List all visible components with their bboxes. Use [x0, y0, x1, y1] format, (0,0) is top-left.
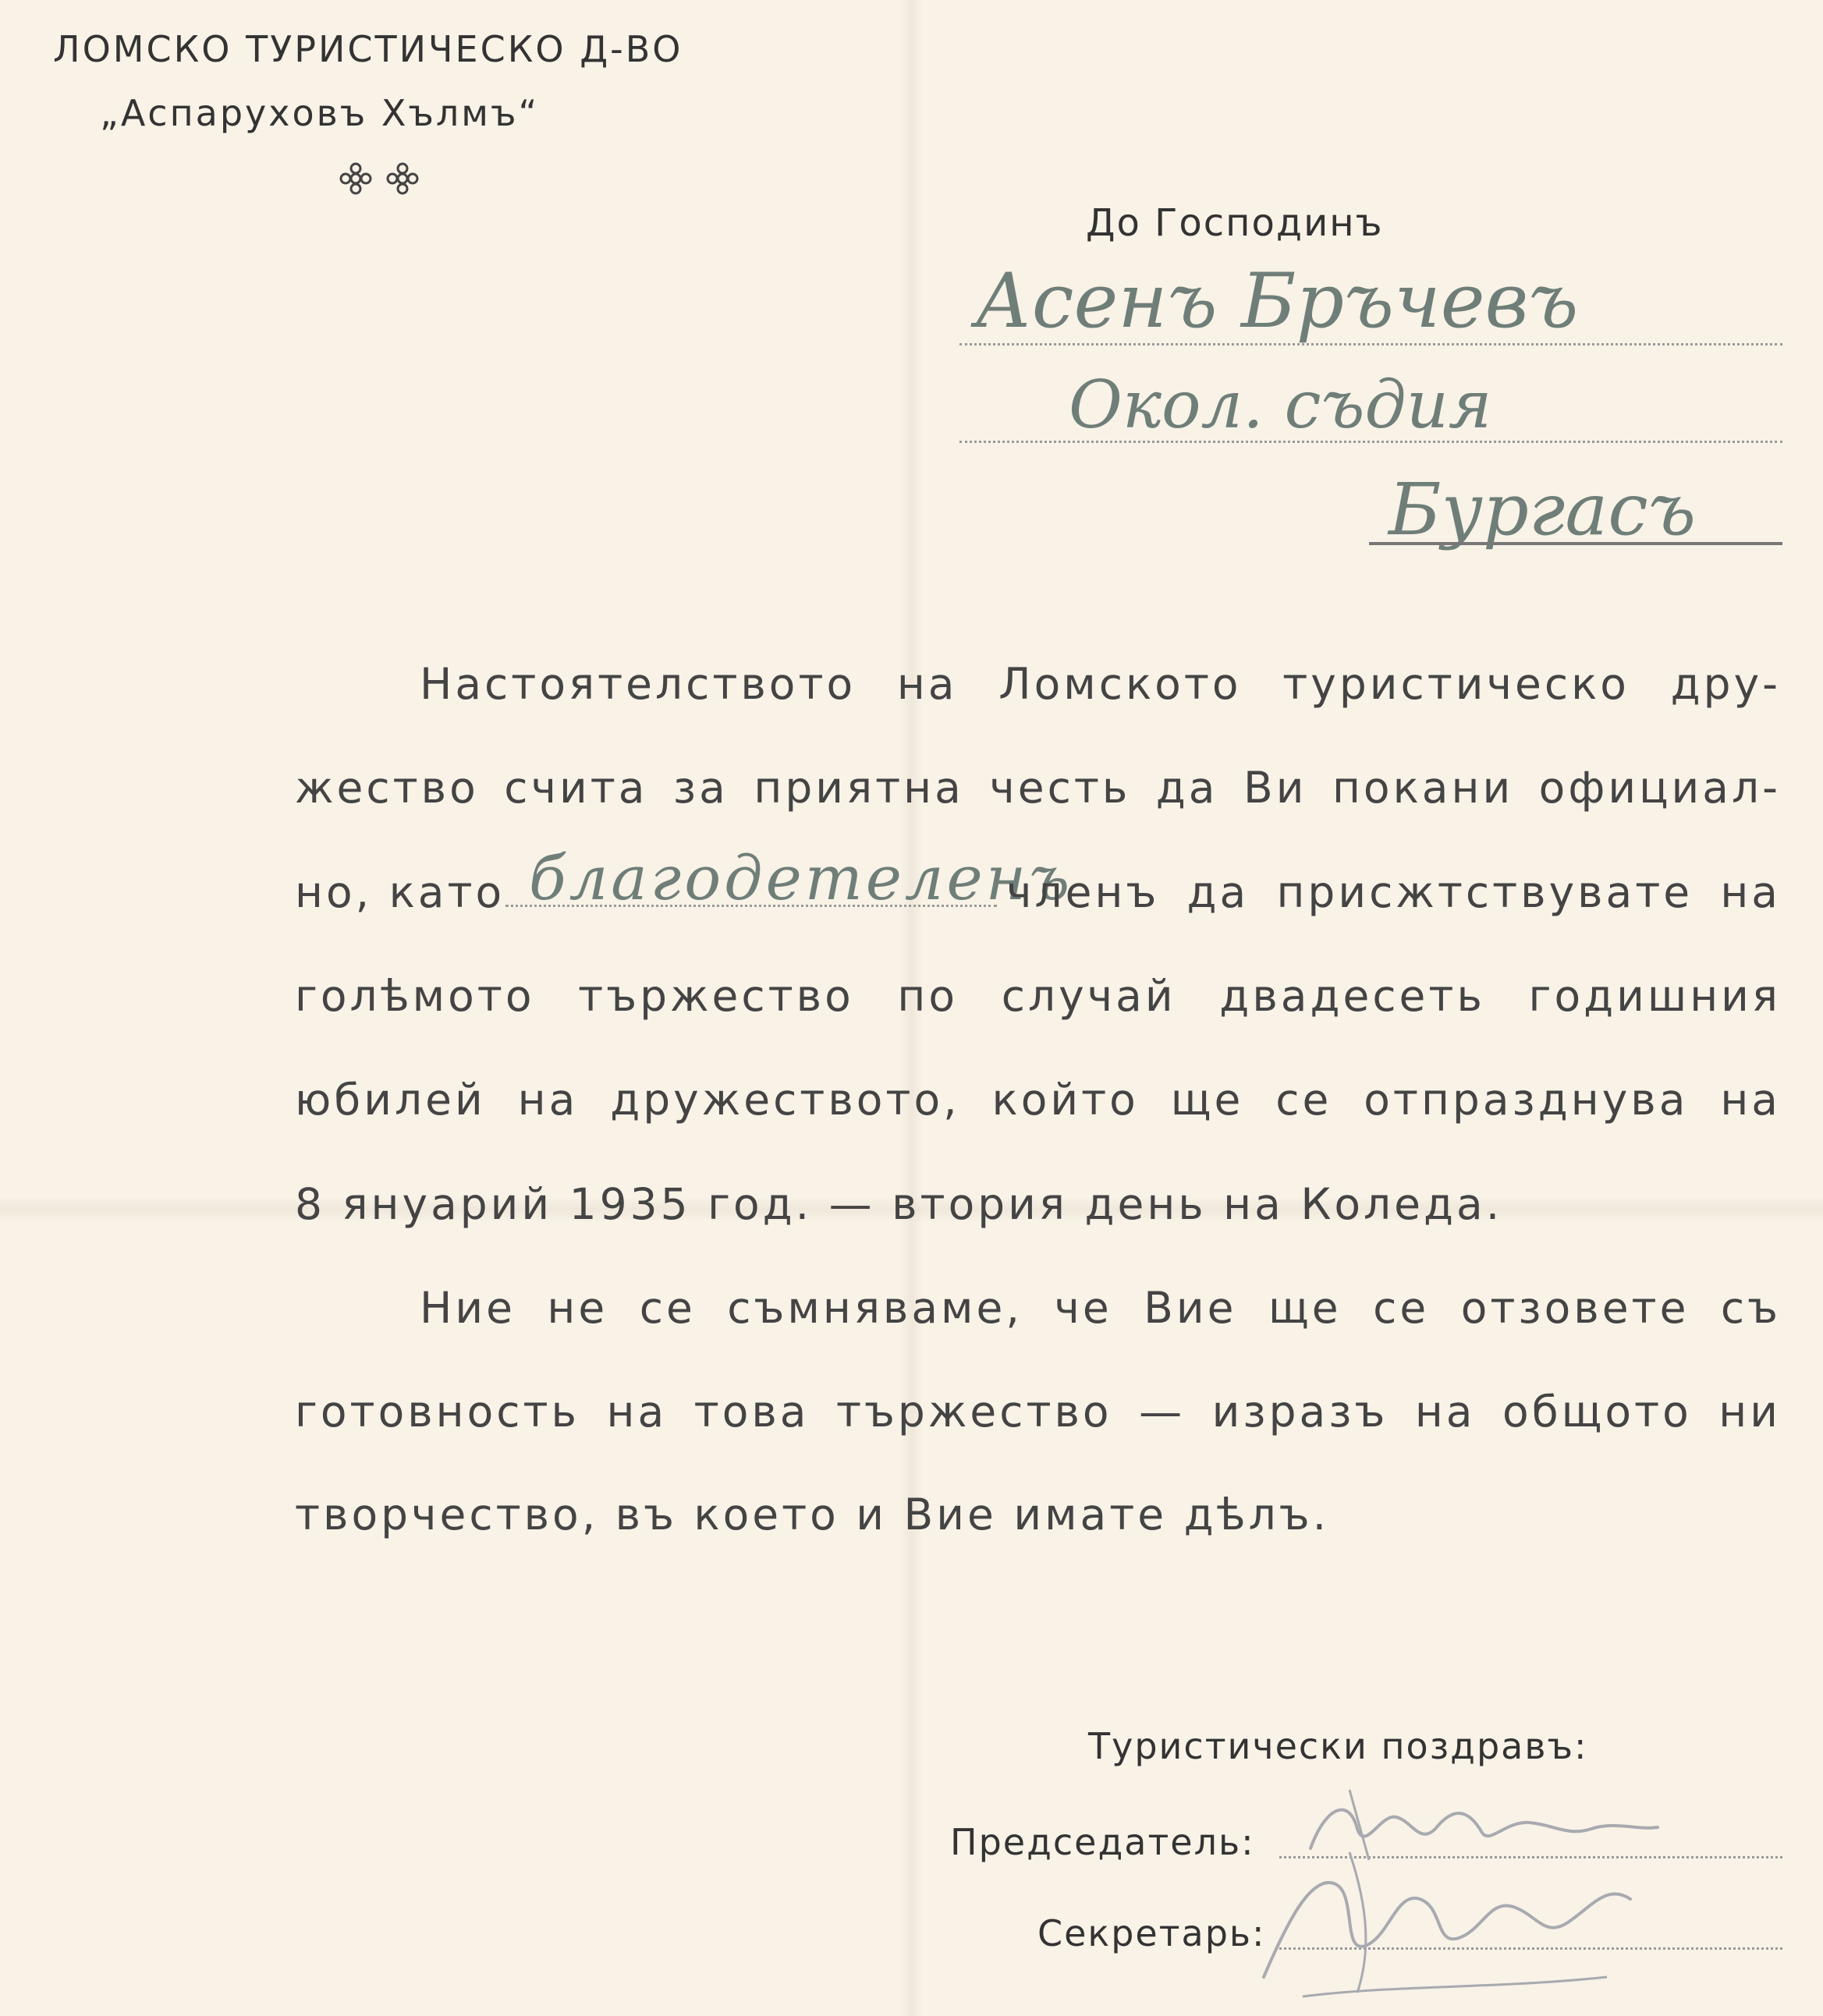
paragraph-line: Настоятелството на Ломското туристическо дру- [420, 659, 1781, 709]
paragraph-line: голѣмото тържество по случай двадесеть годишния [295, 971, 1781, 1021]
address-line-1 [959, 343, 1782, 345]
recipient-city: Бургасъ [1389, 468, 1697, 551]
recipient-name: Асенъ Бръчевъ [975, 257, 1579, 345]
paragraph-line: жество счита за приятна честь да Ви покани официал- [295, 763, 1781, 813]
ornament-flower-icon [337, 160, 423, 197]
org-name: ЛОМСКО ТУРИСТИЧЕСКО Д-ВО [53, 28, 683, 70]
paragraph-line: готовность на това тържество — изразъ на общото ни [295, 1387, 1781, 1437]
secretary-signature [1240, 1829, 1677, 2008]
paragraph-line: юбилей на дружеството, който ще се отпразднува на [295, 1075, 1781, 1125]
secretary-label: Секретарь: [1037, 1912, 1266, 1954]
paragraph-line: Ние не се съмняваме, че Вие ще се отзовете съ [420, 1283, 1781, 1333]
org-society-name: „Аспаруховъ Хълмъ“ [100, 92, 540, 134]
member-type: благодетеленъ [529, 844, 1073, 914]
paragraph-line: 8 януарий 1935 год. — втория день на Коледа. [295, 1179, 1503, 1229]
city-underline [1369, 542, 1782, 545]
closing-greeting: Туристически поздравъ: [1088, 1725, 1588, 1767]
paragraph-line: но, като [295, 867, 505, 917]
recipient-title: Окол. съдия [1069, 367, 1492, 443]
salutation: До Господинъ [1086, 201, 1384, 245]
chairman-label: Председатель: [950, 1821, 1255, 1863]
paragraph-line: творчество, въ което и Вие имате дѣлъ. [295, 1490, 1330, 1539]
address-line-2 [959, 441, 1782, 443]
paragraph-line: членъ да присжтствувате на [1006, 867, 1781, 917]
member-type-line [505, 905, 997, 907]
